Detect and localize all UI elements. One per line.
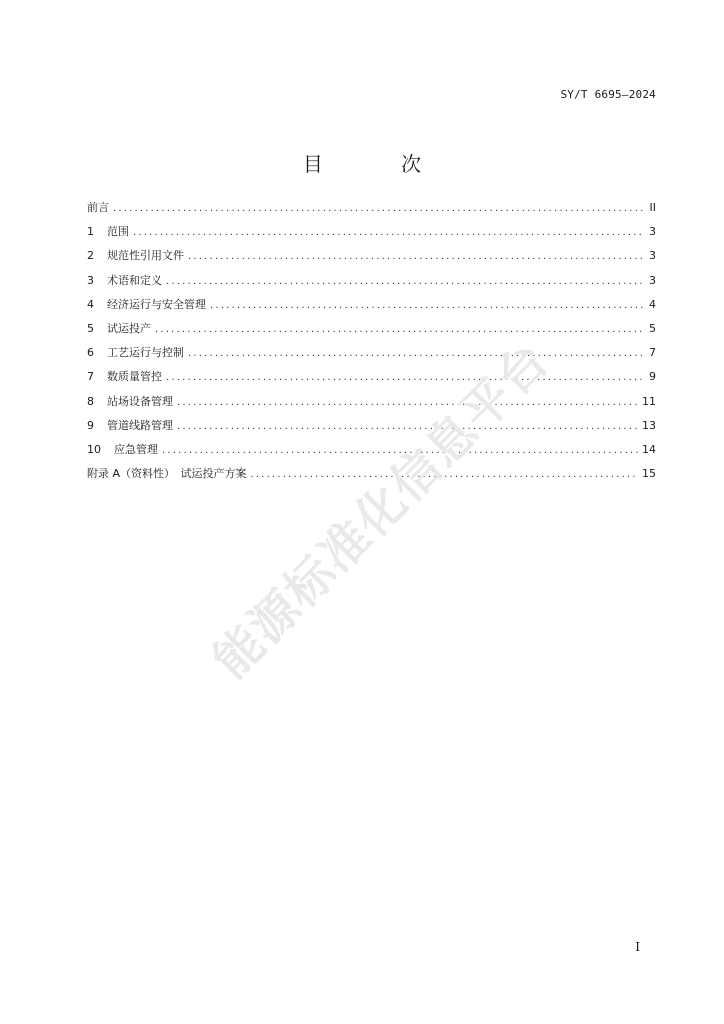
- toc-entry-label: 应急管理: [114, 442, 158, 456]
- toc-entry-number: 4: [87, 297, 94, 311]
- toc-entry-page: 11: [642, 394, 656, 408]
- toc-entry-9[interactable]: [87, 418, 656, 442]
- toc-entry-number: 9: [87, 418, 94, 432]
- standard-code: SY/T 6695—2024: [560, 88, 656, 101]
- toc-leader-dots: [188, 346, 645, 362]
- toc-entry-3[interactable]: [87, 273, 656, 297]
- toc-entry-label: 站场设备管理: [107, 394, 173, 408]
- toc-entry-page: 7: [649, 346, 656, 360]
- toc-entry-number: 7: [87, 370, 94, 384]
- toc-entry-appendix-a[interactable]: [87, 466, 656, 490]
- toc-entry-foreword[interactable]: [87, 200, 656, 224]
- toc-leader-dots: [133, 225, 645, 241]
- toc-entry-page: II: [649, 201, 656, 214]
- toc-leader-dots: [113, 201, 646, 217]
- toc-entry-6[interactable]: [87, 345, 656, 369]
- toc-entry-number: 6: [87, 346, 94, 360]
- toc-entry-number: 5: [87, 321, 94, 335]
- toc-leader-dots: [166, 370, 645, 386]
- toc-entry-page: 13: [642, 418, 656, 432]
- toc-entry-label: 试运投产: [107, 321, 151, 335]
- toc-entry-1[interactable]: [87, 224, 656, 248]
- toc-entry-page: 5: [649, 321, 656, 335]
- toc-entry-page: 3: [649, 225, 656, 239]
- toc-entry-page: 15: [642, 467, 656, 481]
- page-number: I: [635, 940, 640, 954]
- toc-entry-label: 管道线路管理: [107, 418, 173, 432]
- toc-leader-dots: [188, 249, 645, 265]
- toc-leader-dots: [155, 322, 645, 338]
- page-title: 目 次: [302, 152, 458, 176]
- table-of-contents: [87, 200, 656, 490]
- toc-entry-number: 3: [87, 273, 94, 287]
- toc-entry-page: 3: [649, 249, 656, 263]
- toc-leader-dots: [166, 274, 645, 290]
- toc-entry-5[interactable]: [87, 321, 656, 345]
- toc-entry-label: 附录 A（资料性） 试运投产方案: [87, 467, 247, 481]
- toc-entry-label: 规范性引用文件: [107, 249, 184, 263]
- toc-leader-dots: [251, 467, 638, 483]
- toc-leader-dots: [210, 298, 645, 314]
- toc-entry-number: 8: [87, 394, 94, 408]
- toc-entry-number: 10: [87, 442, 101, 456]
- toc-entry-8[interactable]: [87, 394, 656, 418]
- toc-entry-2[interactable]: [87, 248, 656, 272]
- toc-entry-label: 前言: [87, 201, 109, 214]
- toc-entry-4[interactable]: [87, 297, 656, 321]
- toc-entry-label: 工艺运行与控制: [107, 346, 184, 360]
- toc-leader-dots: [177, 419, 638, 435]
- toc-entry-label: 经济运行与安全管理: [107, 297, 206, 311]
- toc-entry-label: 数质量管控: [107, 370, 162, 384]
- toc-entry-number: 1: [87, 225, 94, 239]
- toc-entry-10[interactable]: [87, 442, 656, 466]
- toc-entry-number: 2: [87, 249, 94, 263]
- toc-entry-7[interactable]: [87, 369, 656, 393]
- toc-entry-page: 4: [649, 297, 656, 311]
- toc-entry-label: 术语和定义: [107, 273, 162, 287]
- toc-entry-label: 范围: [107, 225, 129, 239]
- toc-leader-dots: [162, 443, 638, 459]
- toc-entry-page: 14: [642, 442, 656, 456]
- toc-entry-page: 3: [649, 273, 656, 287]
- watermark: 能源标准化信息平台: [202, 331, 561, 690]
- toc-leader-dots: [177, 395, 638, 411]
- toc-entry-page: 9: [649, 370, 656, 384]
